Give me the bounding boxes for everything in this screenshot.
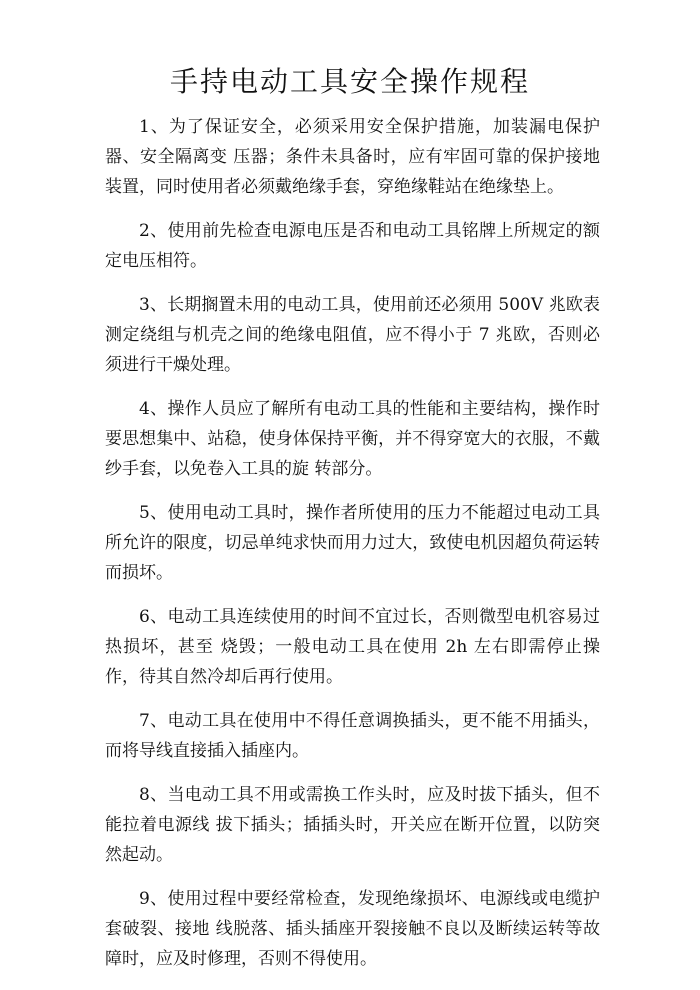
paragraph-6: 6、电动工具连续使用的时间不宜过长，否则微型电机容易过热损坏，甚至 烧毁；一般电动工具在使用 2h 左右即需停止操作，待其自然冷却后再行使用。 bbox=[105, 607, 600, 687]
paragraph-5: 5、使用电动工具时，操作者所使用的压力不能超过电动工具所允许的限度，切忌单纯求快而用力过大，致使电机因超负荷运转而损坏。 bbox=[105, 503, 600, 583]
document-title: 手持电动工具安全操作规程 bbox=[169, 65, 530, 98]
document-body bbox=[105, 112, 600, 988]
paragraph-4: 4、操作人员应了解所有电动工具的性能和主要结构，操作时要思想集中、站稳，使身体保持平衡，并不得穿宽大的衣服，不戴纱手套，以免卷入工具的旋 转部分。 bbox=[105, 399, 600, 479]
paragraph-8: 8、当电动工具不用或需换工作头时，应及时拔下插头，但不能拉着电源线 拔下插头；插插头时，开关应在断开位置，以防突然起动。 bbox=[105, 785, 600, 865]
paragraph-3: 3、长期搁置未用的电动工具，使用前还必须用 500V 兆欧表测定绕组与机壳之间的绝缘电阻值，应不得小于 7 兆欧，否则必须进行干燥处理。 bbox=[105, 295, 600, 375]
paragraph-9: 9、使用过程中要经常检查，发现绝缘损坏、电源线或电缆护套破裂、接地 线脱落、插头插座开裂接触不良以及断续运转等故障时，应及时修理，否则不得使用。 bbox=[105, 889, 600, 969]
paragraph-2: 2、使用前先检查电源电压是否和电动工具铭牌上所规定的额定电压相符。 bbox=[105, 221, 600, 271]
paragraph-7: 7、电动工具在使用中不得任意调换插头，更不能不用插头，而将导线直接插入插座内。 bbox=[105, 711, 600, 761]
paragraph-1: 1、为了保证安全，必须采用安全保护措施，加装漏电保护器、安全隔离变 压器；条件未具备时，应有牢固可靠的保护接地装置，同时使用者必须戴绝缘手套，穿绝缘鞋站在绝缘垫上。 bbox=[105, 117, 600, 197]
